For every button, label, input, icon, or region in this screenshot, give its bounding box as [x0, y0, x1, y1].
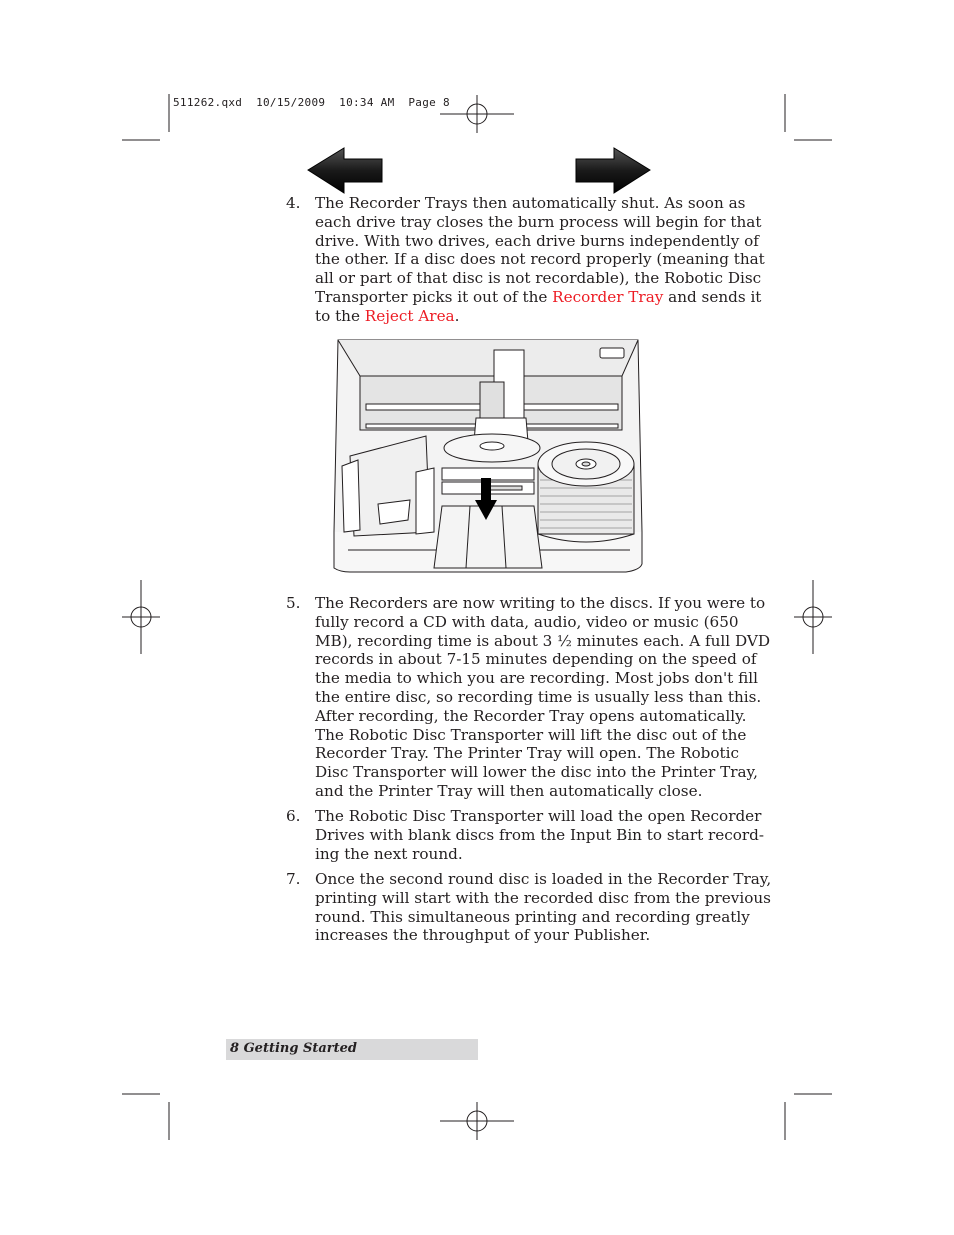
step-text-line: The Robotic Disc Transporter will lift the disc out of the — [315, 725, 747, 744]
next-page-button[interactable] — [572, 146, 652, 196]
step-text-line: the media to which you are recording. Most jobs don't fill — [315, 669, 758, 688]
step-number: 7. — [286, 870, 301, 888]
step-text-line: the entire disc, so recording time is usually less than this. — [315, 687, 762, 706]
step-text-line: fully record a CD with data, audio, video or music (650 — [315, 612, 739, 631]
recorder-tray-link[interactable]: Recorder Tray — [552, 287, 664, 306]
footer-page-label: 8 Getting Started — [230, 1041, 357, 1056]
step-number: 6. — [286, 807, 301, 825]
step-number: 4. — [286, 194, 301, 212]
step-text-line: each drive tray closes the burn process will begin for that — [315, 212, 762, 231]
registration-target-left — [122, 580, 160, 654]
step-4 — [286, 194, 765, 326]
step-text-line: Once the second round disc is loaded in the Recorder Tray, — [315, 870, 772, 888]
slug-line: 511262.qxd 10/15/2009 10:34 AM Page 8 — [173, 96, 450, 109]
step-text-line: Transporter picks it out of the Recorder Tray and sends it — [315, 287, 762, 306]
step-text-line: The Robotic Disc Transporter will load the open Recorder — [315, 807, 762, 825]
step-6 — [286, 807, 765, 863]
step-text-line: Drives with blank discs from the Input Bin to start record- — [315, 825, 765, 844]
arrow-right-icon — [572, 146, 652, 196]
step-text-line: the other. If a disc does not record properly (meaning that — [315, 250, 765, 269]
step-text-line: Disc Transporter will lower the disc into the Printer Tray, — [315, 763, 758, 782]
reject-area-link[interactable]: Reject Area — [364, 306, 455, 325]
step-text-line: all or part of that disc is not recordable), the Robotic Disc — [315, 269, 762, 288]
step-text-line: round. This simultaneous printing and recording greatly — [315, 907, 750, 926]
step-text-line: After recording, the Recorder Tray opens automatically. — [315, 706, 747, 725]
step-text-line: drive. With two drives, each drive burns independently of — [315, 231, 759, 250]
registration-target-top — [440, 95, 514, 133]
registration-target-bottom — [440, 1102, 514, 1140]
step-text-line: records in about 7-15 minutes depending on the speed of — [315, 650, 757, 669]
step-5 — [286, 594, 771, 801]
arrow-left-icon — [306, 146, 386, 196]
step-text-line: increases the throughput of your Publisher. — [315, 926, 651, 945]
step-text-line: The Recorder Trays then automatically shut. As soon as — [315, 194, 746, 212]
step-text-line: and the Printer Tray will then automatically close. — [315, 781, 703, 800]
page-footer — [226, 1039, 478, 1060]
step-text-line: to the Reject Area. — [315, 306, 460, 325]
step-text-line: MB), recording time is about 3 ½ minutes each. A full DVD — [315, 631, 771, 650]
step-text-line: Recorder Tray. The Printer Tray will open. The Robotic — [315, 744, 739, 763]
disc-publisher-illustration — [330, 336, 646, 578]
step-7 — [286, 870, 772, 945]
prev-page-button[interactable] — [306, 146, 386, 196]
step-text-line: printing will start with the recorded disc from the previous — [315, 888, 771, 907]
step-text-line: The Recorders are now writing to the discs. If you were to — [315, 594, 766, 612]
step-text-line: ing the next round. — [315, 844, 463, 863]
step-number: 5. — [286, 594, 301, 612]
registration-target-right — [794, 580, 832, 654]
